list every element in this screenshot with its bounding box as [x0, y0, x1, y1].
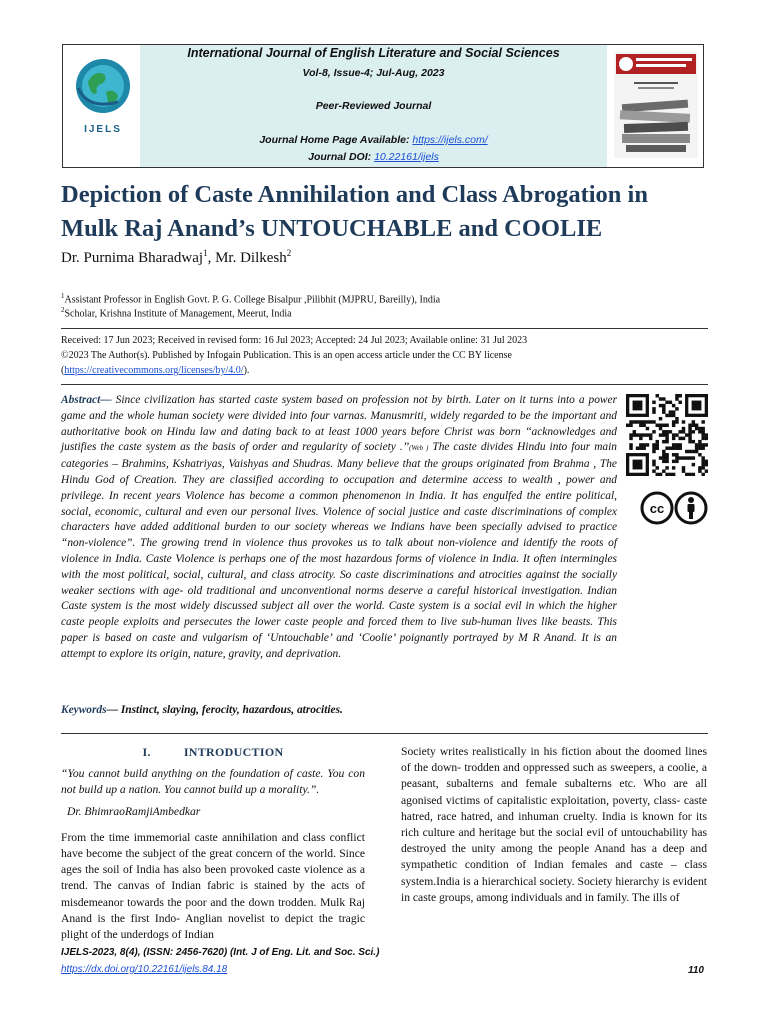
- abstract-dash: —: [100, 394, 116, 406]
- article-title-line-2: Mulk Raj Anand’s UNTOUCHABLE and COOLIE: [61, 215, 603, 242]
- footer-doi-link[interactable]: https://dx.doi.org/10.22161/ijels.84.18: [61, 964, 228, 975]
- divider-abstract: [61, 384, 708, 385]
- author-sep: ,: [207, 250, 216, 266]
- author-2-sup: 2: [286, 248, 292, 258]
- article-dates: Received: 17 Jun 2023; Received in revised form: 16 Jul 2023; Accepted: 24 Jul 2023; Available online: 31 Jul 2023: [61, 335, 528, 346]
- abstract-label: Abstract: [61, 394, 101, 406]
- license-close: ).: [243, 365, 250, 376]
- right-column: [401, 744, 707, 906]
- journal-home-line: [140, 134, 607, 146]
- attribution-icon: [676, 493, 706, 523]
- cc-by-badge: [640, 490, 708, 526]
- divider-body: [61, 733, 708, 734]
- license-link[interactable]: https://creativecommons.org/licenses/by/4.0/: [64, 365, 244, 376]
- author-1-sup: 1: [203, 248, 208, 258]
- journal-home-label: Journal Home Page Available:: [259, 134, 413, 146]
- affiliation-1-sup: 1: [61, 292, 65, 300]
- logo-text: IJELS: [84, 124, 122, 135]
- journal-doi-label: Journal DOI:: [308, 151, 375, 163]
- epigraph-author: Dr. BhimraoRamjiAmbedkar: [67, 804, 201, 818]
- footer-citation: IJELS-2023, 8(4), (ISSN: 2456-7620) (Int. J of Eng. Lit. and Soc. Sci.): [61, 947, 380, 958]
- left-column: [61, 744, 365, 943]
- intro-left-paragraph: From the time immemorial caste annihilation and class conflict have become the subject of the great concern of the world. Since ages the soil of India has also been provoked caste violence as a trend. The canvas of Indian fabric is stained by the acts of misdemeanor towards the poor and the down trodden. Mulk Raj Anand is the first Indo- Anglian novelist to depict the tragic plight of the underdogs of Indian: [61, 830, 365, 942]
- qr-code-icon: [626, 394, 708, 476]
- journal-name: International Journal of English Literature and Social Sciences: [187, 46, 560, 60]
- keywords-line: [61, 704, 343, 716]
- abstract-text-1: Since civilization has started caste system based on profession not by birth. Later on it turns into a power game and the whole human society were divided into four varnas. Manusmriti, widely regarded to be the important and authoritative book on Hindu law and dating back to at least 1000 years before Christ was born ‘‘acknowledges and justifies the caste system as the basis of order and regularity of society .’’: [61, 394, 617, 454]
- page-number: 110: [688, 965, 704, 976]
- keywords-dash: —: [106, 704, 121, 716]
- affiliation-1: [61, 292, 440, 305]
- affiliation-1-text: Assistant Professor in English Govt. P. G. College Bisalpur ,Pilibhit (MJPRU, Bareilly), India: [64, 294, 441, 306]
- license-line: [61, 365, 249, 376]
- journal-home-link[interactable]: https://ijels.com/: [412, 134, 488, 146]
- introduction-heading: I. INTRODUCTION: [142, 745, 284, 759]
- author-1: Dr. Purnima Bharadwaj: [61, 250, 204, 266]
- epigraph-quote: “You cannot build anything on the foundation of caste. You con not build up a nation. You cannot build up a morality.”.: [61, 767, 365, 797]
- svg-text:cc: cc: [649, 501, 665, 516]
- copyright-line: ©2023 The Author(s). Published by Infogain Publication. This is an open access article under the CC BY license: [61, 350, 512, 361]
- peer-reviewed-label: Peer-Reviewed Journal: [315, 100, 432, 112]
- abstract-citation: (Web ): [409, 444, 429, 453]
- abstract: [61, 393, 617, 663]
- abstract-text-2: The caste divides Hindu into four main categories – Brahmins, Kshatriyas, Vaishyas and Shudras. Many believe that the groups originated from Brahma , The Hindu God of Creation. They are classified according to occupation and determine access to wealth , power and privilege. In recent years Violence has become a common phenomenon in India. It has engulfed the entire political, social, economic, cultural and even our personal lives. Violence of social justice and caste discriminations of complex characters have added additional burden to our society whereas we Indians have been specially advised to practice “non-violence”. The growing trend in violence thus provokes us to talk about non-violence and identify the roots of violence in India. Caste Violence is perhaps one of the most hazardous forms of violence in India. It often intermingles with the most political, social, cultural, and class atrocity. So caste discriminations and atrocities against the socially weaker sections with age- old traditional and unconventional norms deserve a careful historical investigation. Indian Caste system is the most widely discussed subject all over the world. Caste system is a social evil in which the higher caste people exploits and persecutes the lower caste people and forced them to live sub-human lives like beasts. This paper is based on caste and vulgarism of ‘Untouchable’ and ‘Coolie’ poignantly portrayed by M R Anand. It is an attempt to explore its origin, nature, gravity, and deprivation.: [61, 441, 617, 660]
- license-open: (: [61, 365, 65, 376]
- intro-right-paragraph: Society writes realistically in his fiction about the doomed lines of the down- trodden and oppressed such as sweepers, a coolie, a peasant, subalterns and female subalterns etc. Who are all agonised victims of capitalistic exploitation, poverty, class- caste hatred, race hatred, and inhuman cruelty. India is known for its rich culture and heritage but the social evil of untouchability has destroyed the unity among the people Anand has a deep and sympathetic condition of Indian females and caste – class system.India is a hierarchical society. Society hierarchy is evident in caste groups, among individuals and in family. The ills of: [401, 745, 707, 904]
- journal-doi-link[interactable]: 10.22161/ijels: [374, 151, 439, 163]
- article-title: [61, 178, 711, 246]
- keywords-text: Instinct, slaying, ferocity, hazardous, atrocities.: [120, 704, 343, 716]
- keywords-label: Keywords: [61, 704, 107, 716]
- journal-cover-icon: [614, 52, 698, 158]
- journal-volume: Vol-8, Issue-4; Jul-Aug, 2023: [302, 67, 445, 79]
- affiliation-2-text: Scholar, Krishna Institute of Management, Meerut, India: [64, 308, 292, 320]
- globe-logo-icon: [70, 52, 136, 138]
- affiliation-2-sup: 2: [61, 306, 65, 314]
- affiliation-2: [61, 306, 292, 319]
- divider-top: [61, 328, 708, 329]
- cc-license-icon: [642, 493, 672, 523]
- author-2: Mr. Dilkesh: [215, 250, 287, 266]
- article-title-line-1: Depiction of Caste Annihilation and Class Abrogation in: [61, 181, 648, 208]
- journal-doi-line: [140, 151, 607, 163]
- author-line: [61, 248, 291, 267]
